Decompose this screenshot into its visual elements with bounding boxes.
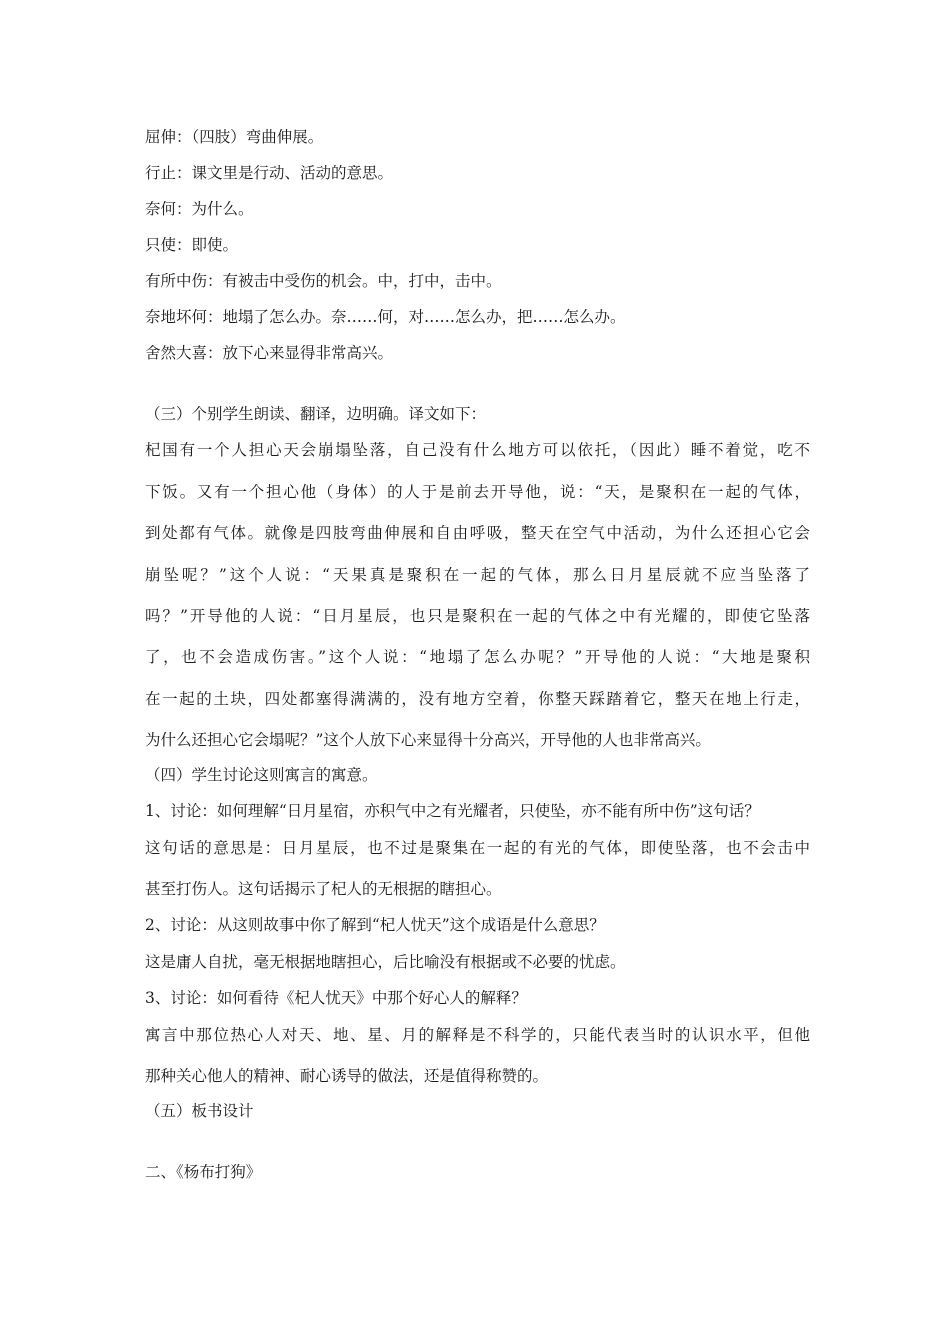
translation-line: 为什么还担心它会塌呢？”这个人放下心来显得十分高兴，开导他的人也非常高兴。 — [145, 731, 711, 749]
discussion-answer: 甚至打伤人。这句话揭示了杞人的无根据的瞎担心。 — [145, 880, 502, 898]
vocab-entry: 有所中伤：有被击中受伤的机会。中，打中，击中。 — [145, 272, 502, 290]
discussion-answer: 这句话的意思是：日月星辰，也不过是聚集在一起的有光的气体，即使坠落，也不会击中 — [145, 839, 810, 857]
vocab-entry: 奈地坏何：地塌了怎么办。奈……何，对……怎么办，把……怎么办。 — [145, 308, 626, 326]
section-heading: （五）板书设计 — [145, 1102, 254, 1120]
section-heading: （四）学生讨论这则寓言的寓意。 — [145, 766, 378, 784]
discussion-answer: 那种关心他人的精神、耐心诱导的做法，还是值得称赞的。 — [145, 1067, 549, 1085]
vocab-entry: 舍然大喜：放下心来显得非常高兴。 — [145, 344, 394, 362]
discussion-answer: 这是庸人自扰，毫无根据地瞎担心，后比喻没有根据或不必要的忧虑。 — [145, 953, 626, 971]
part-heading: 二、《杨布打狗》 — [145, 1163, 262, 1181]
discussion-question: 2、讨论：从这则故事中你了解到“杞人忧天”这个成语是什么意思？ — [145, 916, 605, 934]
translation-line: 吗？”开导他的人说：“日月星辰，也只是聚积在一起的气体之中有光耀的，即使它坠落 — [145, 607, 810, 625]
translation-line: 了，也不会造成伤害。”这个人说：“地塌了怎么办呢？”开导他的人说：“大地是聚积 — [145, 648, 810, 666]
vocab-entry: 行止：课文里是行动、活动的意思。 — [145, 164, 394, 182]
vocab-entry: 奈何：为什么。 — [145, 200, 254, 218]
discussion-question: 3、讨论：如何看待《杞人忧天》中那个好心人的解释？ — [145, 989, 527, 1007]
section-heading: （三）个别学生朗读、翻译，边明确。译文如下： — [145, 405, 487, 423]
translation-line: 到处都有气体。就像是四肢弯曲伸展和自由呼吸，整天在空气中活动，为什么还担心它会 — [145, 524, 810, 542]
discussion-question: 1、讨论：如何理解“日月星宿，亦积气中之有光耀者，只使坠，亦不能有所中伤”这句话？ — [145, 802, 760, 820]
discussion-answer: 寓言中那位热心人对天、地、星、月的解释是不科学的，只能代表当时的认识水平，但他 — [145, 1026, 810, 1044]
translation-line: 崩坠呢？”这个人说：“天果真是聚积在一起的气体，那么日月星辰就不应当坠落了 — [145, 566, 810, 584]
vocab-entry: 只使：即使。 — [145, 236, 239, 254]
translation-line: 在一起的土块，四处都塞得满满的，没有地方空着，你整天踩踏着它，整天在地上行走， — [145, 690, 810, 708]
translation-line: 下饭。又有一个担心他（身体）的人于是前去开导他，说：“天，是聚积在一起的气体， — [145, 483, 810, 501]
translation-line: 杞国有一个人担心天会崩塌坠落，自己没有什么地方可以依托，（因此）睡不着觉，吃不 — [145, 441, 810, 459]
vocab-entry: 屈伸：（四肢）弯曲伸展。 — [145, 128, 324, 146]
